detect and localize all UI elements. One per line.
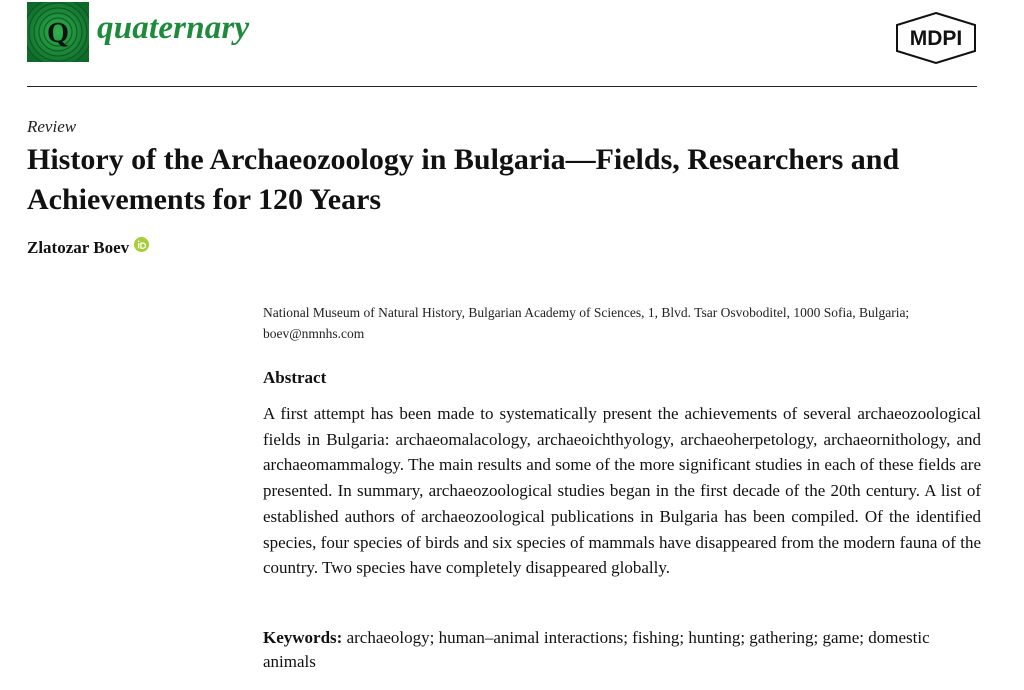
svg-text:Q: Q (47, 18, 69, 49)
page-header (0, 0, 1024, 88)
orcid-icon[interactable] (134, 237, 149, 252)
article-title: History of the Archaeozoology in Bulgaria—Fields, Researchers and Achievements for 120 Years (27, 143, 900, 216)
journal-logo-icon[interactable] (27, 2, 89, 62)
abstract-heading: Abstract (263, 368, 327, 387)
header-divider (27, 86, 977, 87)
keywords-list: archaeology; human–animal interactions; fishing; hunting; gathering; game; domestic animals (263, 628, 930, 671)
abstract-text: A first attempt has been made to systematically present the achievements of several archaeozoological fields in Bulgaria: archaeomalacology, archaeoichthyology, archaeoherpetology, archaeornithology, and archaeomammalogy. The main results and some of the more significant studies in each of these fields are presented. In summary, archaeozoological studies began in the first decade of the 20th century. A list of established authors of archaeozoological publications in Bulgaria has been compiled. Of the identified species, four species of birds and six species of mammals have disappeared from the modern fauna of the country. Two species have completely disappeared globally. (263, 404, 981, 578)
author-line (27, 238, 149, 258)
author-affiliation: National Museum of Natural History, Bulgarian Academy of Sciences, 1, Blvd. Tsar Osvoboditel, 1000 Sofia, Bulgaria; boev@nmnhs.com (263, 305, 910, 341)
author-name[interactable]: Zlatozar Boev (27, 238, 130, 257)
article-type: Review (27, 117, 77, 136)
mdpi-logo-icon[interactable] (894, 12, 978, 64)
journal-name[interactable]: quaternary (97, 10, 250, 46)
keywords-label: Keywords: (263, 628, 343, 647)
svg-text:MDPI: MDPI (909, 27, 963, 50)
keywords (263, 626, 981, 674)
